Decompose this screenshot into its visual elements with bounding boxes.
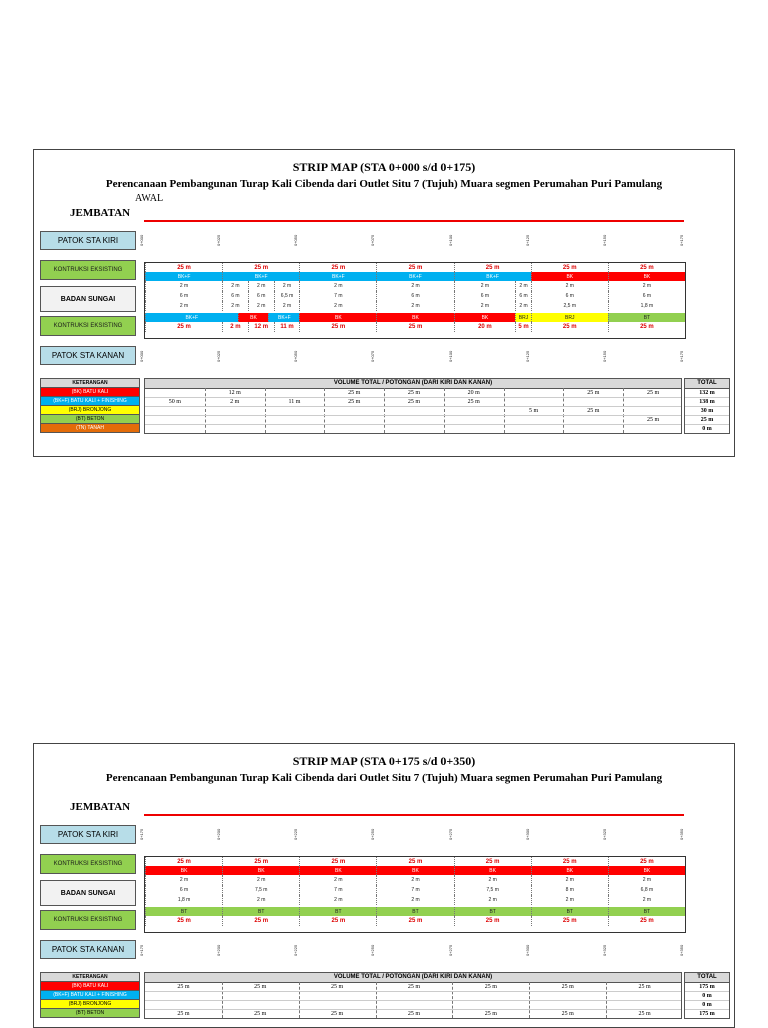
volume-cell: 25 m bbox=[254, 1011, 267, 1017]
total-column-1 bbox=[684, 378, 730, 434]
top-length: 25 m bbox=[145, 263, 222, 272]
total-value: 0 m bbox=[685, 992, 729, 1001]
dim-bottom: 1,8 m bbox=[145, 895, 222, 905]
volume-cell: 25 m bbox=[331, 984, 344, 990]
volume-table-1 bbox=[144, 378, 682, 434]
bottom-construction-row bbox=[145, 313, 685, 322]
volume-cell bbox=[623, 407, 683, 415]
bottom-length: 25 m bbox=[608, 322, 685, 332]
volume-row bbox=[145, 416, 681, 425]
total-value: 0 m bbox=[702, 426, 712, 432]
volume-cell bbox=[606, 1001, 683, 1009]
dim-bottom: 2 m bbox=[515, 301, 530, 311]
dim-top: 2 m bbox=[515, 281, 530, 291]
top-length: 25 m bbox=[299, 263, 376, 272]
jembatan-line bbox=[144, 814, 684, 816]
jembatan-label: JEMBATAN bbox=[70, 801, 131, 813]
legend-tn: (TN) TANAH bbox=[41, 424, 139, 432]
bottom-length: 25 m bbox=[299, 916, 376, 926]
volume-cell: 25 m bbox=[348, 399, 361, 405]
volume-cell bbox=[452, 1001, 529, 1009]
volume-cell bbox=[384, 416, 444, 424]
bottom-length: 25 m bbox=[531, 916, 608, 926]
volume-cell bbox=[623, 425, 683, 433]
dim-middle: 6 m bbox=[454, 291, 516, 301]
dim-middle: 6 m bbox=[515, 291, 530, 301]
sta-tick: 0+225 bbox=[293, 828, 299, 840]
dim-middle: 7,5 m bbox=[222, 885, 299, 895]
bottom-construction: BK+F bbox=[145, 313, 238, 322]
bottom-length: 25 m bbox=[531, 322, 608, 332]
dim-middle: 8 m bbox=[531, 885, 608, 895]
dim-bottom: 2 m bbox=[299, 301, 376, 311]
dim-top: 2 m bbox=[531, 875, 608, 885]
dim-top: 2 m bbox=[299, 875, 376, 885]
dim-middle: 6,8 m bbox=[608, 885, 685, 895]
dim-top: 2 m bbox=[376, 875, 453, 885]
bottom-length: 25 m bbox=[376, 916, 453, 926]
bottom-length: 20 m bbox=[454, 322, 516, 332]
jembatan-label: JEMBATAN bbox=[70, 207, 131, 219]
volume-cell: 25 m bbox=[638, 984, 651, 990]
volume-row bbox=[145, 389, 681, 398]
volume-cell bbox=[563, 416, 623, 424]
patok-kanan-label: PATOK STA KANAN bbox=[40, 346, 136, 365]
volume-cell: 50 m bbox=[168, 399, 181, 405]
sta-tick: 0+100 bbox=[447, 350, 453, 362]
volume-cell bbox=[145, 1001, 222, 1009]
volume-row bbox=[145, 398, 681, 407]
sta-tick: 0+075 bbox=[370, 234, 376, 246]
dim-middle-row bbox=[145, 885, 685, 895]
volume-cell bbox=[623, 398, 683, 406]
sta-tick: 0+325 bbox=[601, 944, 607, 956]
total-value: 30 m bbox=[685, 407, 729, 416]
dim-bottom: 2 m bbox=[274, 301, 299, 311]
river-strip-1 bbox=[144, 262, 686, 339]
bottom-construction: BRJ bbox=[515, 313, 530, 322]
bottom-length: 2 m bbox=[222, 322, 247, 332]
volume-cell bbox=[222, 1001, 299, 1009]
strip-map-sheet-2 bbox=[33, 743, 735, 1028]
dim-middle: 6 m bbox=[608, 291, 685, 301]
dim-middle: 7 m bbox=[299, 885, 376, 895]
patok-kiri-label: PATOK STA KIRI bbox=[40, 231, 136, 250]
volume-cell: 25 m bbox=[407, 399, 421, 405]
sta-tick: 0+000 bbox=[139, 350, 144, 362]
volume-cell bbox=[145, 407, 205, 415]
bottom-construction: BT bbox=[299, 907, 376, 916]
top-length-row bbox=[145, 263, 685, 272]
volume-cell bbox=[145, 425, 205, 433]
top-length: 25 m bbox=[531, 857, 608, 866]
dim-bottom: 2 m bbox=[454, 895, 531, 905]
volume-cell bbox=[265, 425, 325, 433]
volume-cell: 25 m bbox=[177, 984, 190, 990]
sta-tick: 0+350 bbox=[679, 944, 684, 956]
top-length: 25 m bbox=[531, 263, 608, 272]
sheet-2-title: STRIP MAP (STA 0+175 s/d 0+350) bbox=[292, 754, 476, 768]
konstruksi-kiri-label: KONTRUKSI EKSISTING bbox=[40, 854, 136, 874]
volume-cell: 25 m bbox=[647, 417, 660, 423]
bottom-construction-row bbox=[145, 907, 685, 916]
volume-cell bbox=[324, 425, 384, 433]
volume-cell bbox=[384, 407, 444, 415]
total-value: 25 m bbox=[685, 416, 729, 425]
bottom-length: 25 m bbox=[145, 916, 222, 926]
bottom-construction: BT bbox=[145, 907, 222, 916]
volume-cell bbox=[444, 416, 504, 424]
top-length: 25 m bbox=[608, 857, 685, 866]
sta-tick: 0+250 bbox=[370, 944, 376, 956]
volume-cell bbox=[299, 1001, 376, 1009]
volume-cell bbox=[222, 992, 299, 1000]
top-length: 25 m bbox=[454, 263, 531, 272]
volume-row bbox=[145, 1010, 681, 1018]
volume-cell: 25 m bbox=[561, 1011, 574, 1017]
sta-tick: 0+300 bbox=[524, 828, 530, 840]
top-length: 25 m bbox=[299, 857, 376, 866]
top-construction: BK bbox=[299, 866, 376, 875]
sheet-1-title: STRIP MAP (STA 0+000 s/d 0+175) bbox=[292, 160, 476, 174]
volume-cell: 25 m bbox=[587, 408, 600, 414]
top-construction: BK bbox=[608, 272, 685, 281]
volume-cell bbox=[265, 407, 325, 415]
volume-cell: 25 m bbox=[254, 984, 267, 990]
bottom-length: 25 m bbox=[376, 322, 453, 332]
volume-cell: 11 m bbox=[288, 399, 301, 405]
dim-middle: 6 m bbox=[531, 291, 608, 301]
dim-bottom: 2 m bbox=[376, 301, 453, 311]
dim-top: 2 m bbox=[454, 281, 516, 291]
dim-top: 2 m bbox=[376, 281, 453, 291]
total-value: 175 m bbox=[685, 983, 729, 992]
dim-middle: 6 m bbox=[376, 291, 453, 301]
dim-middle: 6 m bbox=[145, 291, 222, 301]
sta-tick: 0+050 bbox=[293, 350, 299, 362]
badan-sungai-label: BADAN SUNGAI bbox=[40, 286, 136, 312]
sta-tick: 0+175 bbox=[679, 350, 684, 362]
volume-cell bbox=[384, 425, 444, 433]
volume-cell bbox=[265, 416, 325, 424]
legend-2 bbox=[40, 972, 140, 1018]
volume-row bbox=[145, 425, 681, 433]
volume-cell bbox=[324, 416, 384, 424]
awal-label: AWAL bbox=[135, 193, 164, 204]
top-construction-row bbox=[145, 272, 685, 281]
sta-tick: 0+300 bbox=[524, 944, 530, 956]
dim-top: 2 m bbox=[531, 281, 608, 291]
volume-cell bbox=[145, 416, 205, 424]
total-value: 138 m bbox=[685, 398, 729, 407]
volume-row bbox=[145, 983, 681, 992]
bottom-length: 25 m bbox=[454, 916, 531, 926]
total-header: TOTAL bbox=[685, 973, 729, 983]
dim-top: 2 m bbox=[608, 281, 685, 291]
jembatan-line bbox=[144, 220, 684, 222]
dim-middle: 7 m bbox=[376, 885, 453, 895]
bottom-construction: BK bbox=[299, 313, 376, 322]
volume-cell bbox=[145, 992, 222, 1000]
badan-sungai-label: BADAN SUNGAI bbox=[40, 880, 136, 906]
volume-row bbox=[145, 992, 681, 1001]
volume-cell bbox=[205, 425, 265, 433]
dim-top-row bbox=[145, 875, 685, 885]
sheet-2-subtitle: Perencanaan Pembangunan Turap Kali Cibenda dari Outlet Situ 7 (Tujuh) Muara segmen Perumahan Puri Pamulang bbox=[105, 772, 663, 784]
volume-cell: 25 m bbox=[484, 984, 497, 990]
volume-cell: 25 m bbox=[647, 390, 660, 396]
volume-cell bbox=[376, 1001, 453, 1009]
volume-cell: 20 m bbox=[467, 390, 480, 396]
dim-top: 2 m bbox=[454, 875, 531, 885]
legend-bkf: (BK+F) BATU KALI + FINISHING bbox=[41, 397, 139, 406]
dim-middle: 7 m bbox=[299, 291, 376, 301]
volume-cell bbox=[444, 407, 504, 415]
top-length: 25 m bbox=[222, 857, 299, 866]
volume-cell bbox=[205, 407, 265, 415]
top-construction: BK+F bbox=[376, 272, 453, 281]
river-strip-2 bbox=[144, 856, 686, 933]
sta-tick: 0+075 bbox=[370, 350, 376, 362]
dim-top: 2 m bbox=[222, 875, 299, 885]
dim-bottom: 2 m bbox=[222, 301, 247, 311]
patok-kanan-ticks bbox=[139, 348, 684, 364]
bottom-length: 5 m bbox=[515, 322, 530, 332]
sta-tick: 0+325 bbox=[601, 828, 607, 840]
volume-cell: 25 m bbox=[331, 1011, 344, 1017]
sta-tick: 0+050 bbox=[293, 234, 299, 246]
bottom-construction: BK bbox=[454, 313, 516, 322]
top-construction: BK bbox=[608, 866, 685, 875]
volume-cell bbox=[444, 425, 504, 433]
volume-cell bbox=[563, 398, 623, 406]
sta-tick: 0+175 bbox=[679, 234, 684, 246]
volume-cell: 25 m bbox=[177, 1011, 190, 1017]
dim-top: 2 m bbox=[222, 281, 247, 291]
legend-bt: (BT) BETON bbox=[41, 1009, 139, 1017]
volume-cell bbox=[529, 992, 606, 1000]
bottom-length: 12 m bbox=[248, 322, 274, 332]
volume-row bbox=[145, 1001, 681, 1010]
legend-brj: (BRJ) BRONJONG bbox=[41, 1000, 139, 1009]
bottom-construction: BT bbox=[531, 907, 608, 916]
sta-tick: 0+025 bbox=[216, 234, 222, 246]
dim-middle: 6 m bbox=[248, 291, 274, 301]
volume-cell bbox=[606, 992, 683, 1000]
top-length: 25 m bbox=[376, 857, 453, 866]
volume-cell: 12 m bbox=[228, 390, 241, 396]
volume-cell: 25 m bbox=[407, 1011, 421, 1017]
sta-tick: 0+225 bbox=[293, 944, 299, 956]
volume-cell: 5 m bbox=[528, 408, 539, 414]
volume-cell: 25 m bbox=[484, 1011, 497, 1017]
dim-middle: 7,5 m bbox=[454, 885, 531, 895]
top-construction: BK bbox=[145, 866, 222, 875]
top-construction: BK+F bbox=[454, 272, 531, 281]
legend-header: KETERANGAN bbox=[41, 973, 139, 982]
top-construction: BK+F bbox=[222, 272, 299, 281]
total-column-2 bbox=[684, 972, 730, 1019]
patok-kanan-ticks bbox=[139, 942, 684, 958]
sta-tick: 0+175 bbox=[139, 944, 144, 956]
dim-middle: 6 m bbox=[222, 291, 247, 301]
dim-bottom-row bbox=[145, 895, 685, 905]
total-value: 132 m bbox=[685, 389, 729, 398]
volume-cell bbox=[205, 416, 265, 424]
bottom-construction: BT bbox=[222, 907, 299, 916]
dim-middle-row bbox=[145, 291, 685, 301]
dim-bottom: 2 m bbox=[454, 301, 516, 311]
sta-tick: 0+125 bbox=[524, 234, 530, 246]
volume-cell bbox=[504, 425, 564, 433]
volume-cell: 2 m bbox=[230, 399, 240, 405]
sta-tick: 0+250 bbox=[370, 828, 376, 840]
total-header: TOTAL bbox=[685, 379, 729, 389]
bottom-construction: BT bbox=[376, 907, 453, 916]
bottom-construction: BT bbox=[608, 907, 685, 916]
sta-tick: 0+025 bbox=[216, 350, 222, 362]
top-length-row bbox=[145, 857, 685, 866]
strip-map-sheet-1 bbox=[33, 149, 735, 457]
sta-tick: 0+150 bbox=[601, 350, 607, 362]
volume-cell bbox=[299, 992, 376, 1000]
volume-table-2 bbox=[144, 972, 682, 1019]
bottom-length-row bbox=[145, 916, 685, 926]
bottom-length: 25 m bbox=[222, 916, 299, 926]
dim-bottom: 2 m bbox=[145, 301, 222, 311]
top-construction: BK bbox=[222, 866, 299, 875]
bottom-length: 11 m bbox=[274, 322, 299, 332]
sta-tick: 0+350 bbox=[679, 828, 684, 840]
sta-tick: 0+275 bbox=[447, 944, 453, 956]
dim-bottom: 2 m bbox=[222, 895, 299, 905]
dim-bottom: 2 m bbox=[248, 301, 274, 311]
bottom-construction: BK+F bbox=[268, 313, 299, 322]
sta-tick: 0+000 bbox=[139, 234, 144, 246]
dim-bottom: 2 m bbox=[531, 895, 608, 905]
volume-cell bbox=[504, 416, 564, 424]
dim-bottom: 1,8 m bbox=[608, 301, 685, 311]
dim-middle: 6 m bbox=[145, 885, 222, 895]
volume-cell bbox=[504, 398, 564, 406]
top-length: 25 m bbox=[145, 857, 222, 866]
top-construction: BK+F bbox=[145, 272, 222, 281]
top-construction: BK+F bbox=[299, 272, 376, 281]
dim-bottom: 2 m bbox=[608, 895, 685, 905]
patok-kanan-label: PATOK STA KANAN bbox=[40, 940, 136, 959]
bottom-length: 25 m bbox=[608, 916, 685, 926]
dim-bottom: 2,5 m bbox=[531, 301, 608, 311]
volume-cell: 25 m bbox=[407, 984, 421, 990]
patok-kiri-ticks bbox=[139, 826, 684, 842]
volume-row bbox=[145, 407, 681, 416]
legend-header: KETERANGAN bbox=[41, 379, 139, 388]
legend-brj: (BRJ) BRONJONG bbox=[41, 406, 139, 415]
volume-cell: 25 m bbox=[561, 984, 574, 990]
patok-kiri-ticks bbox=[139, 232, 684, 248]
dim-bottom: 2 m bbox=[376, 895, 453, 905]
top-construction: BK bbox=[531, 866, 608, 875]
legend-bk: (BK) BATU KALI bbox=[41, 388, 139, 397]
sheet-1-subtitle: Perencanaan Pembangunan Turap Kali Cibenda dari Outlet Situ 7 (Tujuh) Muara segmen Perumahan Puri Pamulang bbox=[105, 178, 663, 190]
volume-header: VOLUME TOTAL / POTONGAN (DARI KIRI DAN KANAN) bbox=[145, 973, 681, 983]
konstruksi-kanan-label: KONTRUKSI EKSISTING bbox=[40, 316, 136, 336]
sta-tick: 0+100 bbox=[447, 234, 453, 246]
bottom-length: 25 m bbox=[299, 322, 376, 332]
dim-bottom-row bbox=[145, 301, 685, 311]
total-value: 0 m bbox=[685, 1001, 729, 1010]
total-value: 175 m bbox=[699, 1011, 715, 1017]
volume-cell: 25 m bbox=[638, 1011, 651, 1017]
legend-bkf: (BK+F) BATU KALI + FINISHING bbox=[41, 991, 139, 1000]
dim-top: 2 m bbox=[248, 281, 274, 291]
konstruksi-kanan-label: KONTRUKSI EKSISTING bbox=[40, 910, 136, 930]
dim-bottom: 2 m bbox=[299, 895, 376, 905]
bottom-construction: BK bbox=[238, 313, 269, 322]
dim-middle: 6,5 m bbox=[274, 291, 299, 301]
volume-header: VOLUME TOTAL / POTONGAN (DARI KIRI DAN KANAN) bbox=[145, 379, 681, 389]
volume-cell bbox=[529, 1001, 606, 1009]
top-construction: BK bbox=[376, 866, 453, 875]
bottom-construction: BT bbox=[608, 313, 685, 322]
dim-top: 2 m bbox=[274, 281, 299, 291]
top-length: 25 m bbox=[222, 263, 299, 272]
volume-cell bbox=[376, 992, 453, 1000]
volume-cell: 25 m bbox=[587, 390, 600, 396]
sta-tick: 0+200 bbox=[216, 828, 222, 840]
dim-top: 2 m bbox=[145, 875, 222, 885]
volume-cell bbox=[563, 425, 623, 433]
bottom-construction: BT bbox=[454, 907, 531, 916]
top-length: 25 m bbox=[376, 263, 453, 272]
patok-kiri-label: PATOK STA KIRI bbox=[40, 825, 136, 844]
volume-cell bbox=[504, 389, 564, 397]
dim-top: 2 m bbox=[299, 281, 376, 291]
bottom-construction: BRJ bbox=[531, 313, 608, 322]
bottom-construction: BK bbox=[376, 313, 453, 322]
top-construction: BK bbox=[531, 272, 608, 281]
volume-cell: 25 m bbox=[467, 399, 480, 405]
sta-tick: 0+125 bbox=[524, 350, 530, 362]
volume-cell bbox=[145, 389, 205, 397]
volume-cell bbox=[452, 992, 529, 1000]
volume-cell: 25 m bbox=[407, 390, 421, 396]
legend-bk: (BK) BATU KALI bbox=[41, 982, 139, 991]
top-construction: BK bbox=[454, 866, 531, 875]
legend-bt: (BT) BETON bbox=[41, 415, 139, 424]
volume-cell: 25 m bbox=[348, 390, 361, 396]
dim-top: 2 m bbox=[145, 281, 222, 291]
top-length: 25 m bbox=[608, 263, 685, 272]
sta-tick: 0+200 bbox=[216, 944, 222, 956]
sta-tick: 0+275 bbox=[447, 828, 453, 840]
legend-1 bbox=[40, 378, 140, 433]
volume-cell bbox=[265, 389, 325, 397]
dim-top-row bbox=[145, 281, 685, 291]
sta-tick: 0+150 bbox=[601, 234, 607, 246]
dim-top: 2 m bbox=[608, 875, 685, 885]
volume-cell bbox=[324, 407, 384, 415]
bottom-length: 25 m bbox=[145, 322, 222, 332]
sta-tick: 0+175 bbox=[139, 828, 144, 840]
bottom-length-row bbox=[145, 322, 685, 332]
top-length: 25 m bbox=[454, 857, 531, 866]
top-construction-row bbox=[145, 866, 685, 875]
konstruksi-kiri-label: KONTRUKSI EKSISTING bbox=[40, 260, 136, 280]
